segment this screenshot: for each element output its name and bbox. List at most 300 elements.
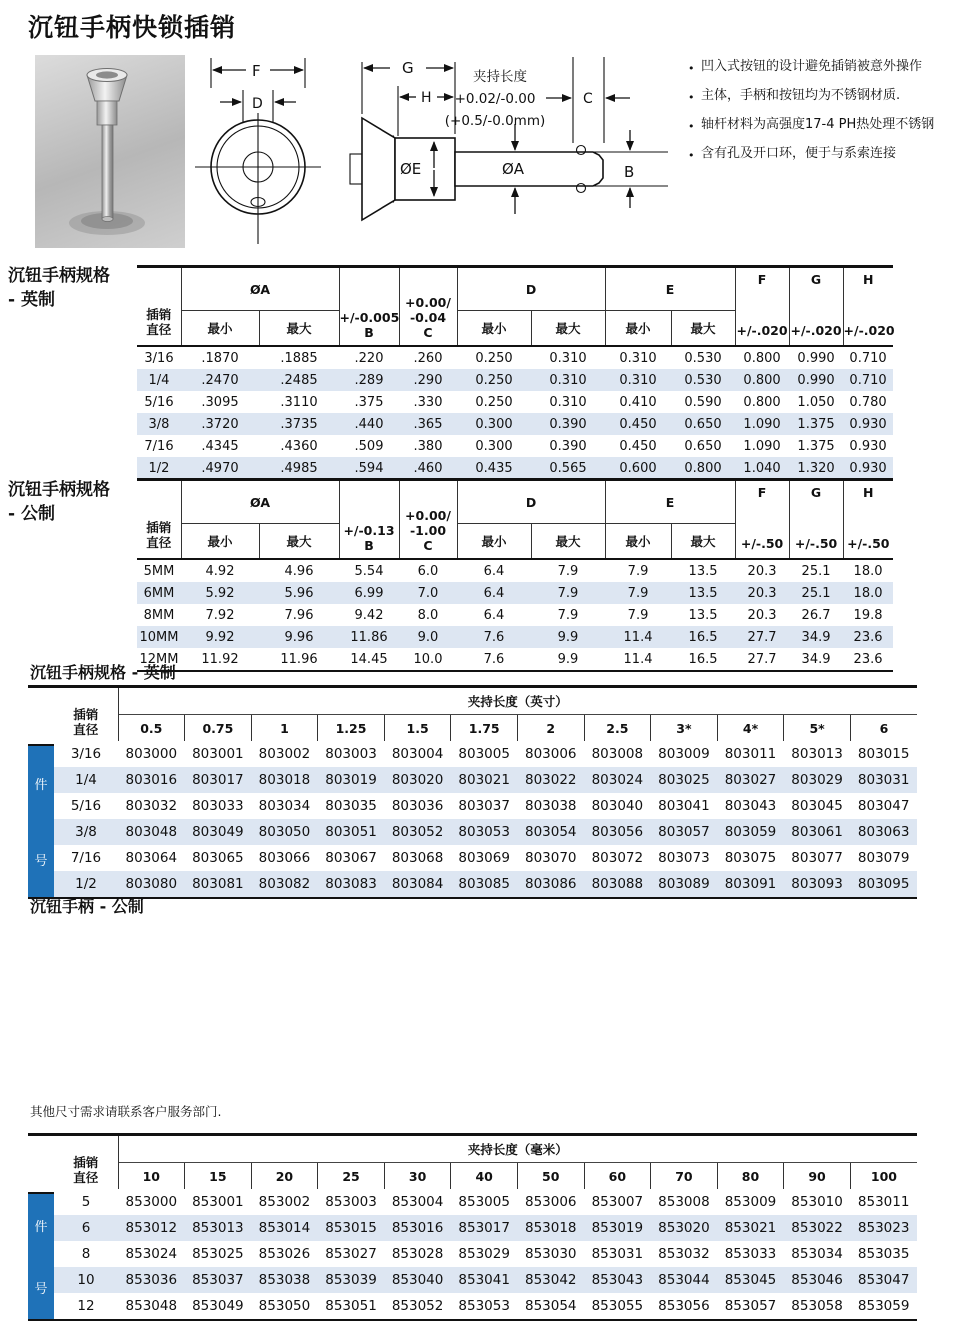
cell-value: 803016 (125, 772, 178, 788)
product-photo (35, 55, 185, 248)
cell-value: 803065 (192, 850, 244, 866)
spec-metric-body (137, 559, 893, 671)
cell-value: 853014 (258, 1220, 311, 1236)
cell-value: 23.6 (853, 629, 883, 645)
cell-value: 20.3 (747, 563, 777, 579)
spec-imperial-label: 沉钮手柄规格 - 英制 (8, 266, 110, 310)
cell-value: 0.930 (849, 460, 887, 476)
cell-value: .4985 (280, 460, 318, 476)
cell-value: 853021 (724, 1220, 777, 1236)
col-header-h: H +/-.50 (843, 480, 893, 560)
cell-value: 7.9 (627, 585, 649, 601)
cell-value: 803067 (325, 850, 377, 866)
cell-value: 803064 (125, 850, 178, 866)
pn-imperial-title: 沉钮手柄规格 - 英制 (30, 663, 176, 682)
cell-value: 4.96 (284, 563, 314, 579)
table-row (54, 741, 917, 767)
row-diameter: 10 (77, 1272, 95, 1288)
cell-value: 6.99 (354, 585, 384, 601)
grip-length-header: 3* (651, 715, 718, 742)
grip-length-header: 2 (517, 715, 584, 742)
cell-value: 1.050 (797, 394, 835, 410)
cell-value: 803049 (192, 824, 244, 840)
cell-value: 1.040 (743, 460, 781, 476)
cell-value: 803004 (391, 746, 444, 762)
grip-length-header: 1.5 (384, 715, 451, 742)
grip-length-header: 80 (717, 1163, 784, 1190)
table-row (54, 767, 917, 793)
cell-value: 803043 (724, 798, 777, 814)
cell-value: .289 (354, 372, 384, 388)
cell-value: 853051 (325, 1298, 377, 1314)
side-view (350, 57, 668, 220)
grip-length-header: 1.25 (318, 715, 385, 742)
cell-value: 853016 (391, 1220, 444, 1236)
row-diameter: 1/4 (75, 772, 97, 788)
table-row (54, 819, 917, 845)
cell-value: 19.8 (853, 607, 883, 623)
cell-value: 803029 (791, 772, 843, 788)
row-diameter: 1/4 (148, 372, 170, 388)
cell-value: 1.090 (743, 416, 781, 432)
cell-value: 0.250 (475, 394, 513, 410)
cell-value: 0.530 (684, 372, 722, 388)
table-row (137, 582, 893, 604)
cell-value: 853002 (258, 1194, 311, 1210)
cell-value: 853012 (125, 1220, 178, 1236)
grip-length-header: 1.75 (451, 715, 518, 742)
cell-value: 803024 (591, 772, 644, 788)
cell-value: 18.0 (853, 585, 883, 601)
cell-value: .3720 (201, 416, 239, 432)
cell-value: 853040 (391, 1272, 444, 1288)
cell-value: 0.530 (684, 350, 722, 366)
part-number-side-label: 件 号 (28, 744, 54, 897)
cell-value: 0.250 (475, 350, 513, 366)
subheader-min: 最小 (457, 524, 531, 559)
cell-value: 0.930 (849, 416, 887, 432)
cell-value: 0.310 (549, 372, 587, 388)
cell-value: 803047 (857, 798, 910, 814)
table-row (137, 648, 893, 671)
cell-value: .460 (413, 460, 443, 476)
cell-value: 20.3 (747, 607, 777, 623)
cell-value: 803075 (724, 850, 777, 866)
pn-imperial-table-wrap (28, 685, 917, 899)
cell-value: 853024 (125, 1246, 178, 1262)
col-header-f: F +/-.020 (735, 267, 789, 347)
row-diameter: 3/16 (70, 746, 102, 762)
cell-value: 16.5 (688, 629, 718, 645)
table-row (54, 871, 917, 897)
pn-imperial-body (54, 741, 917, 897)
pn-metric-table-wrap (28, 1133, 917, 1321)
cell-value: 803093 (791, 876, 843, 892)
cell-value: 0.390 (549, 416, 587, 432)
cell-value: 803095 (857, 876, 910, 892)
cell-value: 8.0 (417, 607, 439, 623)
col-header-h: H +/-.020 (843, 267, 893, 347)
cell-value: 0.450 (619, 438, 657, 454)
row-diameter: 5/16 (70, 798, 102, 814)
dim-label-b: B (624, 163, 635, 181)
cell-value: 0.435 (475, 460, 513, 476)
row-diameter: 6 (81, 1220, 91, 1236)
grip-length-header: 4* (717, 715, 784, 742)
cell-value: 5.96 (284, 585, 314, 601)
cell-value: 0.800 (743, 394, 781, 410)
cell-value: 6.4 (483, 563, 505, 579)
table-row (54, 1189, 917, 1215)
cell-value: 853048 (125, 1298, 178, 1314)
cell-value: 803033 (192, 798, 244, 814)
cell-value: 803052 (391, 824, 444, 840)
cell-value: 853019 (591, 1220, 644, 1236)
cell-value: 25.1 (801, 563, 831, 579)
subheader-max: 最大 (531, 524, 605, 559)
cell-value: 853050 (258, 1298, 311, 1314)
cell-value: 803089 (658, 876, 710, 892)
cell-value: 7.0 (417, 585, 439, 601)
cell-value: 853034 (791, 1246, 843, 1262)
cell-value: 1.375 (797, 438, 835, 454)
feature-list (688, 58, 964, 174)
cell-value: .1885 (280, 350, 318, 366)
cell-value: 23.6 (853, 651, 883, 667)
col-group-e: E (605, 267, 735, 311)
row-diameter: 8 (81, 1246, 91, 1262)
cell-value: 853030 (524, 1246, 577, 1262)
cell-value: 803034 (258, 798, 311, 814)
col-header-dia: 插销 直径 (54, 1136, 118, 1189)
row-diameter: 5 (81, 1194, 91, 1210)
cell-value: 853038 (258, 1272, 311, 1288)
row-diameter: 3/8 (75, 824, 97, 840)
grip-length-header: 40 (451, 1163, 518, 1190)
cell-value: 0.930 (849, 438, 887, 454)
cell-value: 853052 (391, 1298, 444, 1314)
grip-length-header: 6 (850, 715, 917, 742)
cell-value: 7.6 (483, 629, 505, 645)
cell-value: 803025 (658, 772, 710, 788)
footnote: 其他尺寸需求请联系客户服务部门. (30, 1104, 222, 1119)
grip-length-header: 50 (517, 1163, 584, 1190)
cell-value: 0.310 (549, 394, 587, 410)
cell-value: 7.9 (557, 563, 579, 579)
table-row (54, 1215, 917, 1241)
cell-value: 0.390 (549, 438, 587, 454)
cell-value: 7.9 (557, 585, 579, 601)
cell-value: 803017 (192, 772, 244, 788)
cell-value: .330 (413, 394, 443, 410)
cell-value: 853009 (724, 1194, 777, 1210)
cell-value: 853022 (791, 1220, 843, 1236)
cell-value: 803084 (391, 876, 444, 892)
cell-value: 803040 (591, 798, 644, 814)
cell-value: 853053 (458, 1298, 510, 1314)
cell-value: 0.565 (549, 460, 587, 476)
cell-value: 6.4 (483, 607, 505, 623)
pn-metric-title: 沉钮手柄 - 公制 (30, 897, 144, 916)
cell-value: 853001 (192, 1194, 244, 1210)
row-diameter: 6MM (143, 585, 175, 601)
cell-value: 853028 (391, 1246, 444, 1262)
subheader-max: 最大 (259, 524, 339, 559)
cell-value: 803013 (791, 746, 843, 762)
cell-value: 803050 (258, 824, 311, 840)
cell-value: .509 (354, 438, 384, 454)
col-header-f: F +/-.50 (735, 480, 789, 560)
table-row (137, 369, 893, 391)
grip-length-header: 100 (850, 1163, 917, 1190)
cell-value: .365 (413, 416, 443, 432)
subheader-min: 最小 (181, 311, 259, 346)
cell-value: 803056 (591, 824, 644, 840)
table-row (137, 559, 893, 582)
feature-item (688, 116, 964, 136)
cell-value: 853058 (791, 1298, 843, 1314)
grip-length-header-row (54, 715, 917, 742)
cell-value: 0.710 (849, 350, 887, 366)
cell-value: 5.92 (205, 585, 235, 601)
spec-metric-label: 沉钮手柄规格 - 公制 (8, 480, 110, 524)
cell-value: 803037 (458, 798, 510, 814)
cell-value: 803083 (325, 876, 377, 892)
grip-length-header: 20 (251, 1163, 318, 1190)
cell-value: 7.9 (557, 607, 579, 623)
cell-value: 0.780 (849, 394, 887, 410)
grip-tolerance-inch: +0.02/-0.00 (454, 91, 536, 107)
dim-label-c: C (583, 91, 593, 107)
cell-value: .380 (413, 438, 443, 454)
cell-value: 853025 (192, 1246, 244, 1262)
feature-text: 凹入式按钮的设计避免插销被意外操作 (701, 59, 923, 74)
col-header-c: +0.00/ -0.04 C (399, 267, 457, 347)
col-header-b: +/-0.13 B (339, 480, 399, 560)
cell-value: .260 (413, 350, 443, 366)
bullet-icon: • (688, 91, 695, 104)
table-row (54, 793, 917, 819)
col-header-c: +0.00/ -1.00 C (399, 480, 457, 560)
cell-value: 853017 (458, 1220, 510, 1236)
cell-value: 0.650 (684, 438, 722, 454)
cell-value: 853056 (658, 1298, 710, 1314)
cell-value: 853013 (192, 1220, 244, 1236)
cell-value: 853039 (325, 1272, 377, 1288)
cell-value: 853026 (258, 1246, 311, 1262)
col-group-e: E (605, 480, 735, 524)
cell-value: 803080 (125, 876, 178, 892)
bullet-icon: • (688, 62, 695, 75)
cell-value: 10.0 (413, 651, 443, 667)
page-title: 沉钮手柄快锁插销 (28, 13, 237, 42)
spec-imperial-body (137, 346, 893, 480)
cell-value: 11.96 (280, 651, 318, 667)
cell-value: 0.800 (743, 372, 781, 388)
cell-value: 803021 (458, 772, 510, 788)
cell-value: 1.320 (797, 460, 835, 476)
cell-value: 853046 (791, 1272, 843, 1288)
cell-value: 803038 (524, 798, 577, 814)
cell-value: 0.650 (684, 416, 722, 432)
cell-value: 803035 (325, 798, 377, 814)
cell-value: 803048 (125, 824, 178, 840)
table-row (137, 391, 893, 413)
cell-value: .290 (413, 372, 443, 388)
cell-value: 803081 (192, 876, 244, 892)
table-row (54, 1293, 917, 1319)
cell-value: 0.590 (684, 394, 722, 410)
cell-value: 803073 (658, 850, 710, 866)
front-view (195, 58, 321, 244)
cell-value: 853010 (791, 1194, 843, 1210)
cell-value: 13.5 (688, 607, 718, 623)
cell-value: 853047 (857, 1272, 910, 1288)
cell-value: 803063 (857, 824, 910, 840)
grip-length-header: 1 (251, 715, 318, 742)
grip-length-label: 夹持长度 (473, 69, 527, 85)
cell-value: 853018 (524, 1220, 577, 1236)
grip-length-header: 0.5 (140, 720, 163, 736)
dim-label-f: F (252, 62, 261, 80)
table-row (54, 845, 917, 871)
cell-value: 11.4 (623, 629, 653, 645)
cell-value: 803019 (325, 772, 377, 788)
grip-length-header: 60 (584, 1163, 651, 1190)
cell-value: 4.92 (205, 563, 235, 579)
row-diameter: 7/16 (70, 850, 102, 866)
cell-value: .4970 (201, 460, 239, 476)
cell-value: 0.310 (549, 350, 587, 366)
col-header-g: G +/-.50 (789, 480, 843, 560)
subheader-max: 最大 (671, 524, 735, 559)
col-group-d: D (457, 480, 605, 524)
table-row (137, 413, 893, 435)
cell-value: 853054 (524, 1298, 577, 1314)
cell-value: 803091 (724, 876, 777, 892)
cell-value: 13.5 (688, 585, 718, 601)
cell-value: 0.990 (797, 372, 835, 388)
cell-value: 853041 (458, 1272, 510, 1288)
cell-value: 853033 (724, 1246, 777, 1262)
dim-label-oa: ØA (502, 160, 525, 178)
row-diameter: 7/16 (144, 438, 174, 454)
subheader-max: 最大 (671, 311, 735, 346)
cell-value: 803059 (724, 824, 777, 840)
cell-value: 7.9 (627, 607, 649, 623)
cell-value: 9.96 (284, 629, 314, 645)
cell-value: 0.800 (684, 460, 722, 476)
cell-value: 803079 (857, 850, 910, 866)
grip-length-header: 70 (651, 1163, 718, 1190)
row-diameter: 8MM (143, 607, 175, 623)
cell-value: 853027 (325, 1246, 377, 1262)
cell-value: 853037 (192, 1272, 244, 1288)
cell-value: 803077 (791, 850, 843, 866)
cell-value: 11.4 (623, 651, 653, 667)
feature-item (688, 145, 964, 165)
pn-metric-table (54, 1136, 917, 1319)
table-row (54, 1267, 917, 1293)
cell-value: 803053 (458, 824, 510, 840)
table-row (137, 435, 893, 457)
row-diameter: 12 (77, 1298, 95, 1314)
cell-value: 803051 (325, 824, 377, 840)
cell-value: 803061 (791, 824, 843, 840)
table-row (137, 457, 893, 480)
col-header-dia: 插销 直径 (54, 688, 118, 741)
col-header-dia: 插销 直径 (137, 480, 181, 560)
row-diameter: 3/16 (144, 350, 174, 366)
cell-value: 803054 (524, 824, 577, 840)
col-group-d: D (457, 267, 605, 311)
col-header-g: G +/-.020 (789, 267, 843, 347)
cell-value: .2470 (201, 372, 239, 388)
cell-value: 853043 (591, 1272, 644, 1288)
feature-item (688, 87, 964, 107)
col-group-oa: ØA (181, 267, 339, 311)
cell-value: 803086 (524, 876, 577, 892)
cell-value: 803015 (857, 746, 910, 762)
cell-value: 803085 (458, 876, 510, 892)
table-row (137, 626, 893, 648)
cell-value: 34.9 (801, 651, 831, 667)
feature-text: 含有孔及开口环，便于与系索连接 (701, 146, 897, 161)
cell-value: 0.310 (619, 350, 657, 366)
cell-value: .220 (354, 350, 384, 366)
cell-value: 1.090 (743, 438, 781, 454)
cell-value: 0.450 (619, 416, 657, 432)
pn-metric-body (54, 1189, 917, 1319)
subheader-min: 最小 (181, 524, 259, 559)
cell-value: 853023 (857, 1220, 910, 1236)
cell-value: 0.310 (619, 372, 657, 388)
cell-value: 853031 (591, 1246, 644, 1262)
cell-value: .375 (354, 394, 384, 410)
grip-length-header-row (54, 1163, 917, 1190)
subheader-max: 最大 (259, 311, 339, 346)
grip-length-header: 90 (784, 1163, 851, 1190)
cell-value: 853000 (125, 1194, 178, 1210)
cell-value: 9.42 (354, 607, 384, 623)
row-diameter: 1/2 (75, 876, 97, 892)
dim-label-d: D (252, 96, 263, 112)
cell-value: 803020 (391, 772, 444, 788)
cell-value: 803008 (591, 746, 644, 762)
row-diameter: 12MM (139, 651, 179, 667)
cell-value: 7.9 (627, 563, 649, 579)
spec-imperial-table (137, 265, 893, 481)
grip-length-group-header: 夹持长度（英寸） (118, 688, 917, 715)
cell-value: 803041 (658, 798, 710, 814)
cell-value: 0.250 (475, 372, 513, 388)
cell-value: 853003 (325, 1194, 377, 1210)
cell-value: 853006 (524, 1194, 577, 1210)
cell-value: 7.6 (483, 651, 505, 667)
feature-text: 主体，手柄和按钮均为不锈钢材质. (701, 88, 901, 103)
cell-value: 9.9 (557, 651, 579, 667)
cell-value: .4360 (280, 438, 318, 454)
cell-value: 0.710 (849, 372, 887, 388)
cell-value: 853029 (458, 1246, 510, 1262)
cell-value: .2485 (280, 372, 318, 388)
subheader-min: 最小 (457, 311, 531, 346)
cell-value: 803032 (125, 798, 178, 814)
cell-value: 853011 (857, 1194, 910, 1210)
grip-length-header: 10 (142, 1168, 160, 1184)
table-row (137, 604, 893, 626)
subheader-min: 最小 (605, 524, 671, 559)
